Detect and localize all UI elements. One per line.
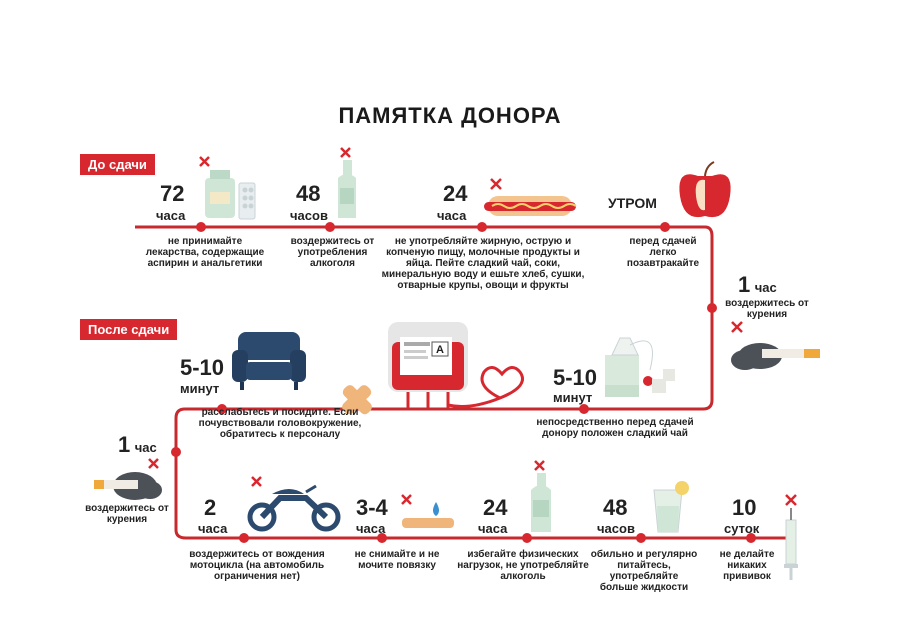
step-number: 48 <box>296 181 321 206</box>
step-unit: час <box>754 280 777 295</box>
page-title: ПАМЯТКА ДОНОРА <box>338 103 562 128</box>
blood-type-label: A <box>436 344 444 356</box>
step-unit: часа <box>198 521 228 536</box>
cross-icon <box>732 322 742 332</box>
step-text: воздержитесь от вождения мотоцикла (на автомобиль ограничения нет) <box>189 549 325 582</box>
step-unit: часа <box>437 208 467 223</box>
step-unit: суток <box>724 521 760 536</box>
step-number: 3-4 <box>356 495 388 520</box>
step-number: 48 <box>603 495 628 520</box>
cross-icon <box>786 495 796 505</box>
step-number: 24 <box>483 495 508 520</box>
bottle-icon <box>338 160 356 218</box>
step-text: перед сдачей легко позавтракайте <box>626 236 700 269</box>
step-time <box>118 434 157 457</box>
step-text: не употребляйте жирную, острую и копченую пищу, молочные продукты и яйца. Пейте сладкий чай, соки, минеральную воду и ешьте хлеб, сушки, отварные крупы, овощи и фрукты <box>381 236 585 291</box>
step-text: обильно и регулярно питайтесь, употребляйте больше жидкости <box>590 549 698 593</box>
cross-icon <box>149 459 158 468</box>
step-unit: час <box>134 440 157 455</box>
step-number: 72 <box>160 181 185 206</box>
motorcycle-icon <box>250 486 338 529</box>
cross-icon <box>200 157 209 166</box>
cross-icon <box>252 477 261 486</box>
cross-icon <box>402 495 411 504</box>
cross-icon <box>341 148 350 157</box>
medicine-icon <box>205 170 255 219</box>
step-number: 5-10 <box>180 355 225 380</box>
step-text: не снимайте и не мочите повязку <box>354 549 440 571</box>
step-number: УТРОМ <box>608 195 657 211</box>
bottle-icon <box>531 473 551 532</box>
syringe-icon <box>784 508 798 580</box>
step-unit: часа <box>156 208 186 223</box>
step-unit: часа <box>356 521 386 536</box>
cross-icon <box>535 461 544 470</box>
step-text: воздержитесь от употребления алкоголя <box>290 236 375 269</box>
glass-icon <box>654 481 689 532</box>
step-number: 24 <box>443 181 468 206</box>
step-text: не делайте никаких прививок <box>719 549 775 582</box>
step-unit: часов <box>597 521 635 536</box>
cross-icon <box>491 179 501 189</box>
step-unit: часа <box>478 521 508 536</box>
tea-icon <box>605 338 675 397</box>
apple-icon <box>679 162 730 217</box>
step-text: непосредственно перед сдачей донору положен сладкий чай <box>536 417 694 439</box>
step-text: расслабьтесь и посидите. Если почувствовали головокружение, обратитесь к персоналу <box>198 407 362 440</box>
step-number: 5-10 <box>553 365 598 390</box>
step-text: воздержитесь от курения <box>85 503 169 525</box>
step-unit: часов <box>290 208 328 223</box>
section-before-label: До сдачи <box>80 154 155 175</box>
step-time <box>738 274 777 297</box>
step-number: 10 <box>732 495 757 520</box>
step-text: воздержитесь от курения <box>725 298 809 320</box>
section-after-label: После сдачи <box>80 319 177 340</box>
step-unit: минут <box>180 381 220 396</box>
smoke-icon <box>94 472 162 500</box>
step-number: 1 <box>738 272 751 297</box>
step-number: 1 <box>118 432 131 457</box>
smoke-icon <box>731 343 820 370</box>
step-unit: минут <box>553 390 593 405</box>
step-number: 2 <box>204 495 217 520</box>
step-text: избегайте физических нагрузок, не употребляйте алкоголь <box>457 549 589 582</box>
blood-bag-icon <box>388 322 523 408</box>
armchair-icon <box>232 332 306 390</box>
plaster-icon <box>402 502 454 528</box>
step-text: не принимайте лекарства, содержащие аспирин и анальгетики <box>145 236 265 269</box>
hotdog-icon <box>484 196 576 216</box>
